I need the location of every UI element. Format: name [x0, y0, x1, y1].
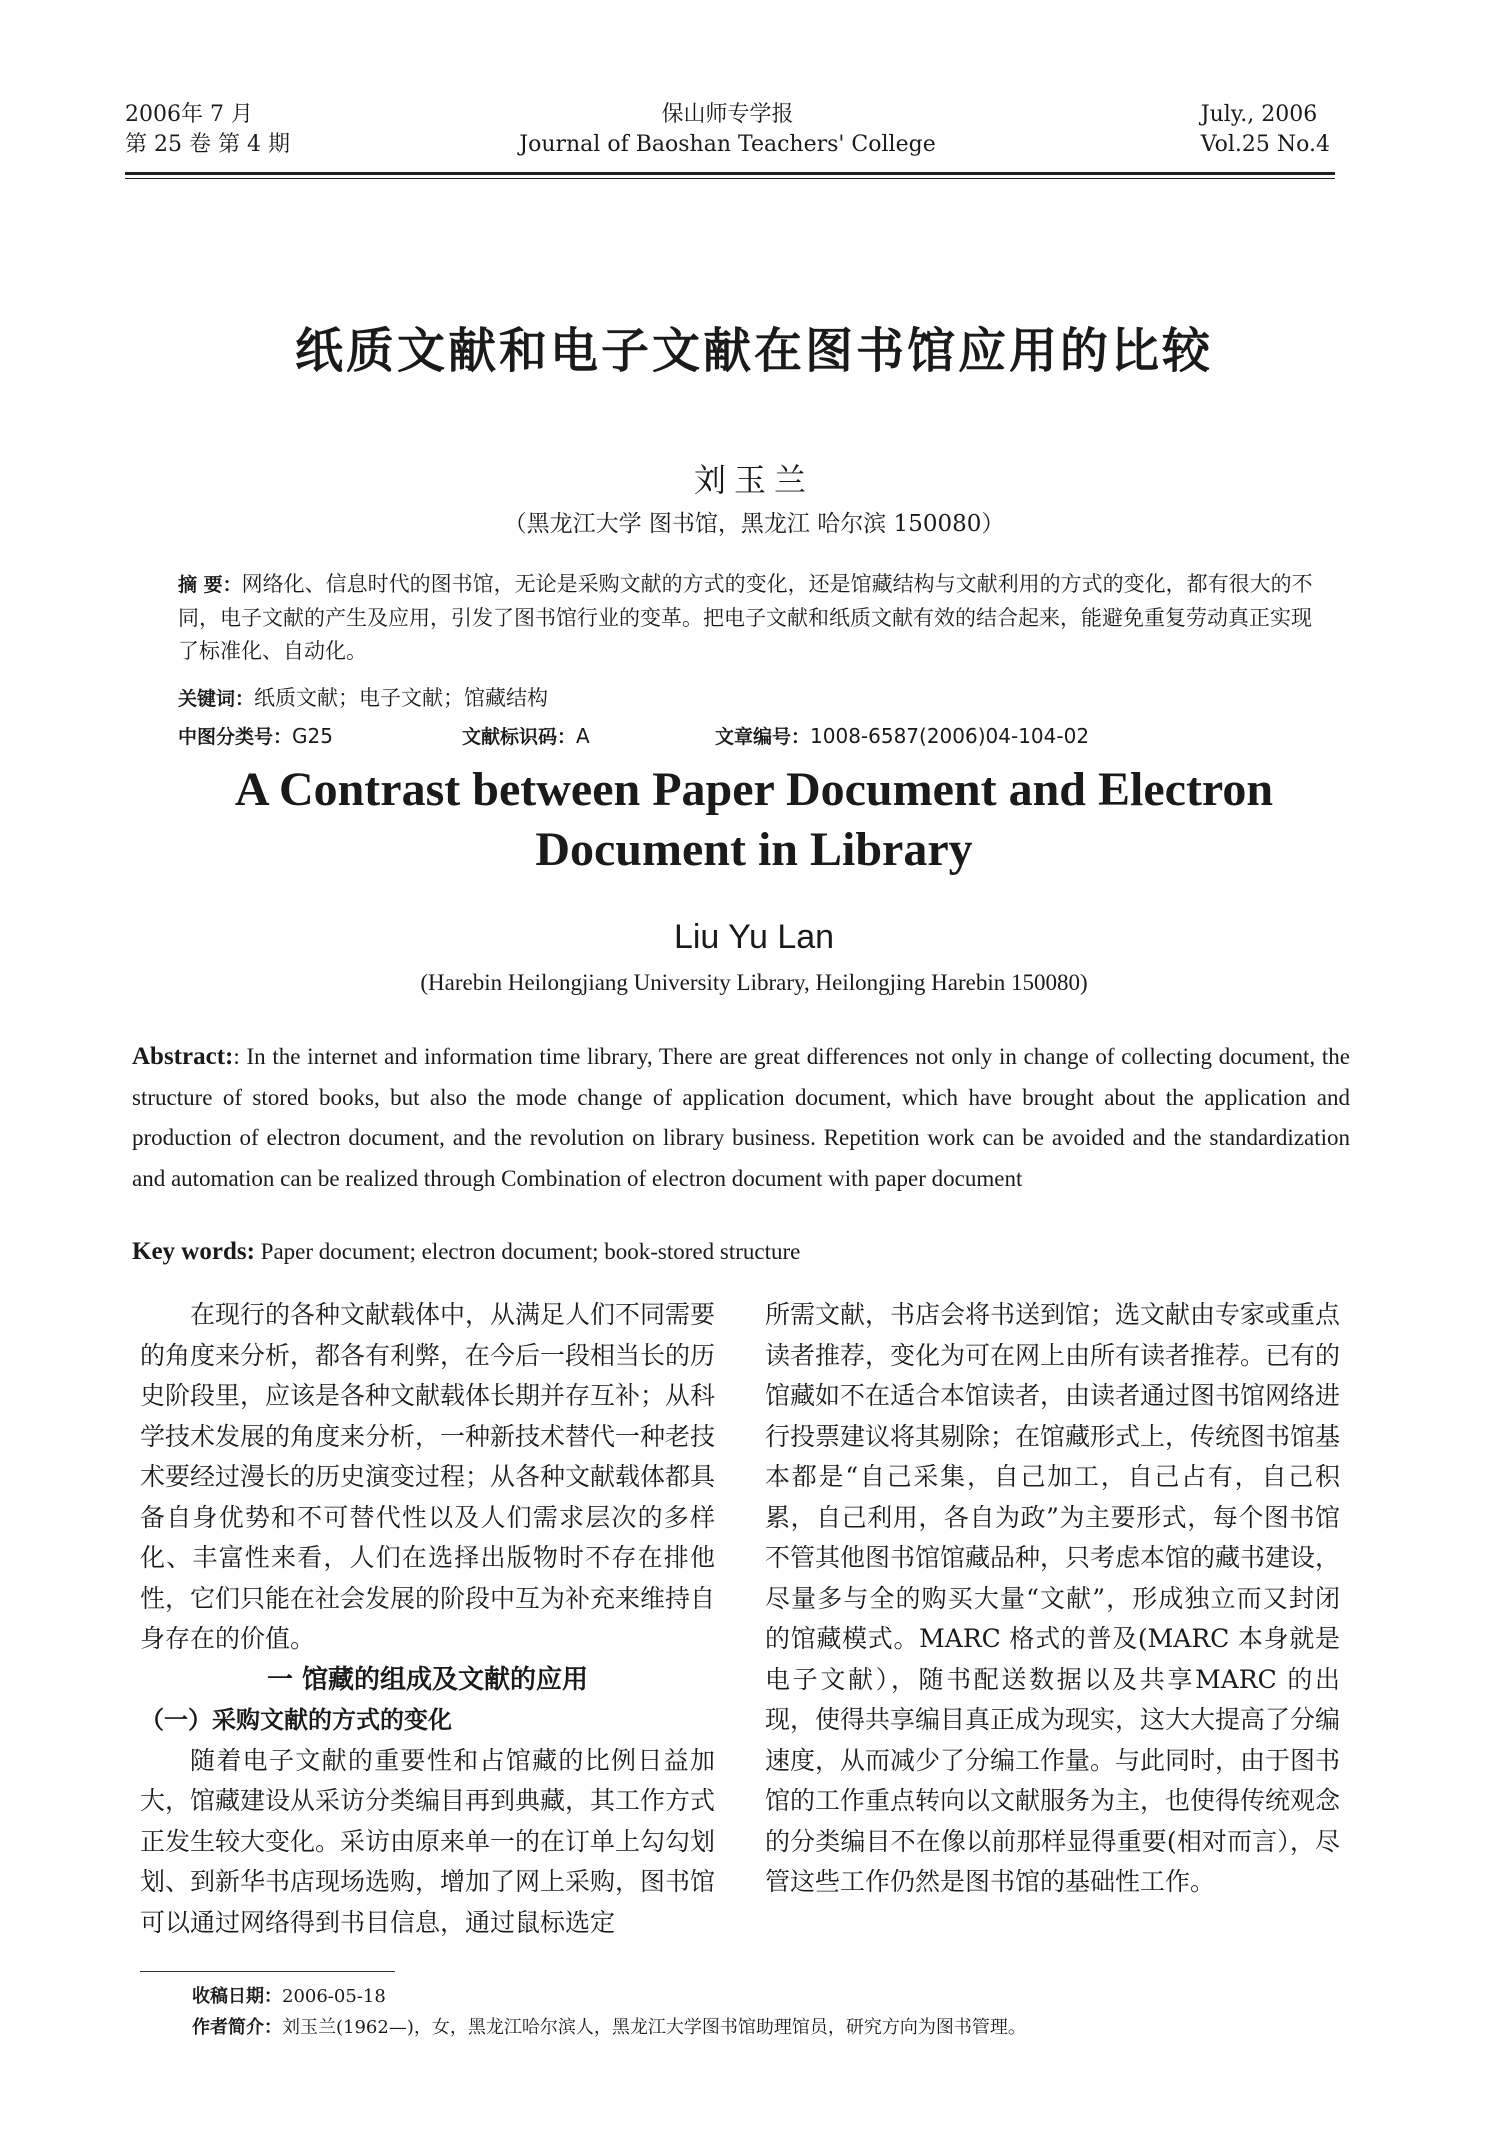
abstract-cn-text: 网络化、信息时代的图书馆，无论是采购文献的方式的变化，还是馆藏结构与文献利用的方式的变化，都有很大的不同，电子文献的产生及应用，引发了图书馆行业的变革。把电子文献和纸质文献有效的结合起来，能避免重复劳动真正实现了标准化、自动化。 [178, 572, 1313, 663]
body-paragraph: 随着电子文献的重要性和占馆藏的比例日益加大，馆藏建设从采访分类编目再到典藏，其工作方式正发生较大变化。采访由原来单一的在订单上勾勾划划、到新华书店现场选购，增加了网上采购，图书馆可以通过网络得到书目信息，通过鼠标选定 [140, 1745, 716, 1937]
clc-label: 中图分类号： [178, 726, 293, 748]
header-right [1201, 100, 1330, 160]
abstract-cn-label: 摘 要： [178, 574, 242, 596]
body-paragraph: 所需文献，书店会将书送到馆；选文献由专家或重点读者推荐，变化为可在网上由所有读者推荐。已有的馆藏如不在适合本馆读者，由读者通过图书馆网络进行投票建议将其剔除；在馆藏形式上，传统图书馆基本都是“自己采集，自己加工，自己占有，自己积累，自己利用，各自为政”为主要形式，每个图书馆不管其他图书馆馆藏品种，只考虑本馆的藏书建设，尽量多与全的购买大量“文献”，形成独立而又封闭的馆藏模式。MARC 格式的普及(MARC 本身就是电子文献），随书配送数据以及共享MARC 的出现，使得共享编目真正成为现实，这大大提高了分编速度，从而减少了分编工作量。与此同时，由于图书馆的工作重点转向以文献服务为主，也使得传统观念的分类编目不在像以前那样显得重要(相对而言），尽管这些工作仍然是图书馆的基础性工作。 [765, 1300, 1341, 1896]
abstract-en-text: : In the internet and information time library, There are great differences not only in change of collecting document, the structure of stored books, but also the mode change of application document, which have brought about the application and production of electron document, and the revolution on library business. Repetition work can be avoided and the standardization and automation can be realized through Combination of electron document with paper document [132, 1044, 1350, 1191]
header-date-en: July., 2006 [1200, 102, 1318, 127]
received-date: 2006-05-18 [282, 1986, 386, 2007]
keywords-en-text: Paper document; electron document; book-stored structure [260, 1239, 801, 1264]
keywords-cn [178, 682, 548, 712]
paper-title-en [0, 760, 1508, 880]
affiliation-en: (Harebin Heilongjiang University Library, Heilongjing Harebin 150080) [420, 970, 1088, 995]
doc-code-label: 文献标识码： [462, 726, 577, 748]
clc-number [178, 722, 333, 749]
journal-name-cn: 保山师专学报 [661, 102, 794, 127]
keywords-cn-label: 关键词： [178, 688, 255, 710]
received-label: 收稿日期： [192, 1986, 282, 2007]
article-number [715, 722, 1089, 749]
title-en-line1: A Contrast between Paper Document and Electron [234, 763, 1274, 816]
affiliation-cn: （黑龙江大学 图书馆，黑龙江 哈尔滨 150080） [503, 511, 1005, 537]
header-center [125, 100, 1330, 160]
title-en-line2: Document in Library [535, 823, 973, 876]
footnote-received [192, 1982, 386, 2008]
footnote-rule [140, 1971, 395, 1972]
keywords-cn-text: 纸质文献；电子文献；馆藏结构 [254, 686, 549, 710]
header-rule-thick [125, 172, 1335, 175]
body-column-right [765, 1295, 1340, 1903]
body-column-left [140, 1295, 715, 1943]
journal-name-en: Journal of Baoshan Teachers' College [519, 132, 936, 157]
keywords-en-label: Key words: [132, 1238, 255, 1265]
document-code [462, 722, 590, 749]
abstract-en-label: Abstract: [132, 1043, 234, 1070]
author-name-cn: 刘玉兰 [693, 461, 814, 499]
doc-code-value: A [576, 724, 590, 748]
abstract-cn [178, 568, 1313, 668]
paper-title-cn: 纸质文献和电子文献在图书馆应用的比较 [294, 323, 1213, 379]
abstract-en [132, 1037, 1350, 1199]
author-bio-label: 作者简介： [192, 2017, 282, 2038]
clc-value: G25 [292, 724, 333, 748]
author-name-en: Liu Yu Lan [673, 918, 835, 956]
header-volume-cn: 第 25 卷 第 4 期 [125, 132, 290, 157]
footnote-author-bio [192, 2013, 1026, 2039]
body-paragraph: 在现行的各种文献载体中，从满足人们不同需要的角度来分析，都各有利弊，在今后一段相当长的历史阶段里，应该是各种文献载体长期并存互补；从科学技术发展的角度来分析，一种新技术替代一种老技术要经过漫长的历史演变过程；从各种文献载体都具备自身优势和不可替代性以及人们需求层次的多样化、丰富性来看，人们在选择出版物时不存在排他性，它们只能在社会发展的阶段中互为补充来维持自身存在的价值。 [140, 1300, 716, 1653]
header-volume-en: Vol.25 No.4 [1200, 132, 1330, 157]
article-number-label: 文章编号： [715, 726, 811, 748]
header-rule-thin [125, 178, 1335, 179]
section-heading: 一 馆藏的组成及文献的应用 [266, 1664, 589, 1695]
keywords-en [132, 1238, 800, 1266]
subsection-heading: （一）采购文献的方式的变化 [140, 1706, 452, 1734]
header-date: 2006年 7 月 [125, 102, 253, 127]
article-number-value: 1008-6587(2006)04-104-02 [810, 724, 1090, 748]
author-bio-text: 刘玉兰(1962—)，女，黑龙江哈尔滨人，黑龙江大学图书馆助理馆员，研究方向为图书管理。 [282, 2017, 1026, 2038]
